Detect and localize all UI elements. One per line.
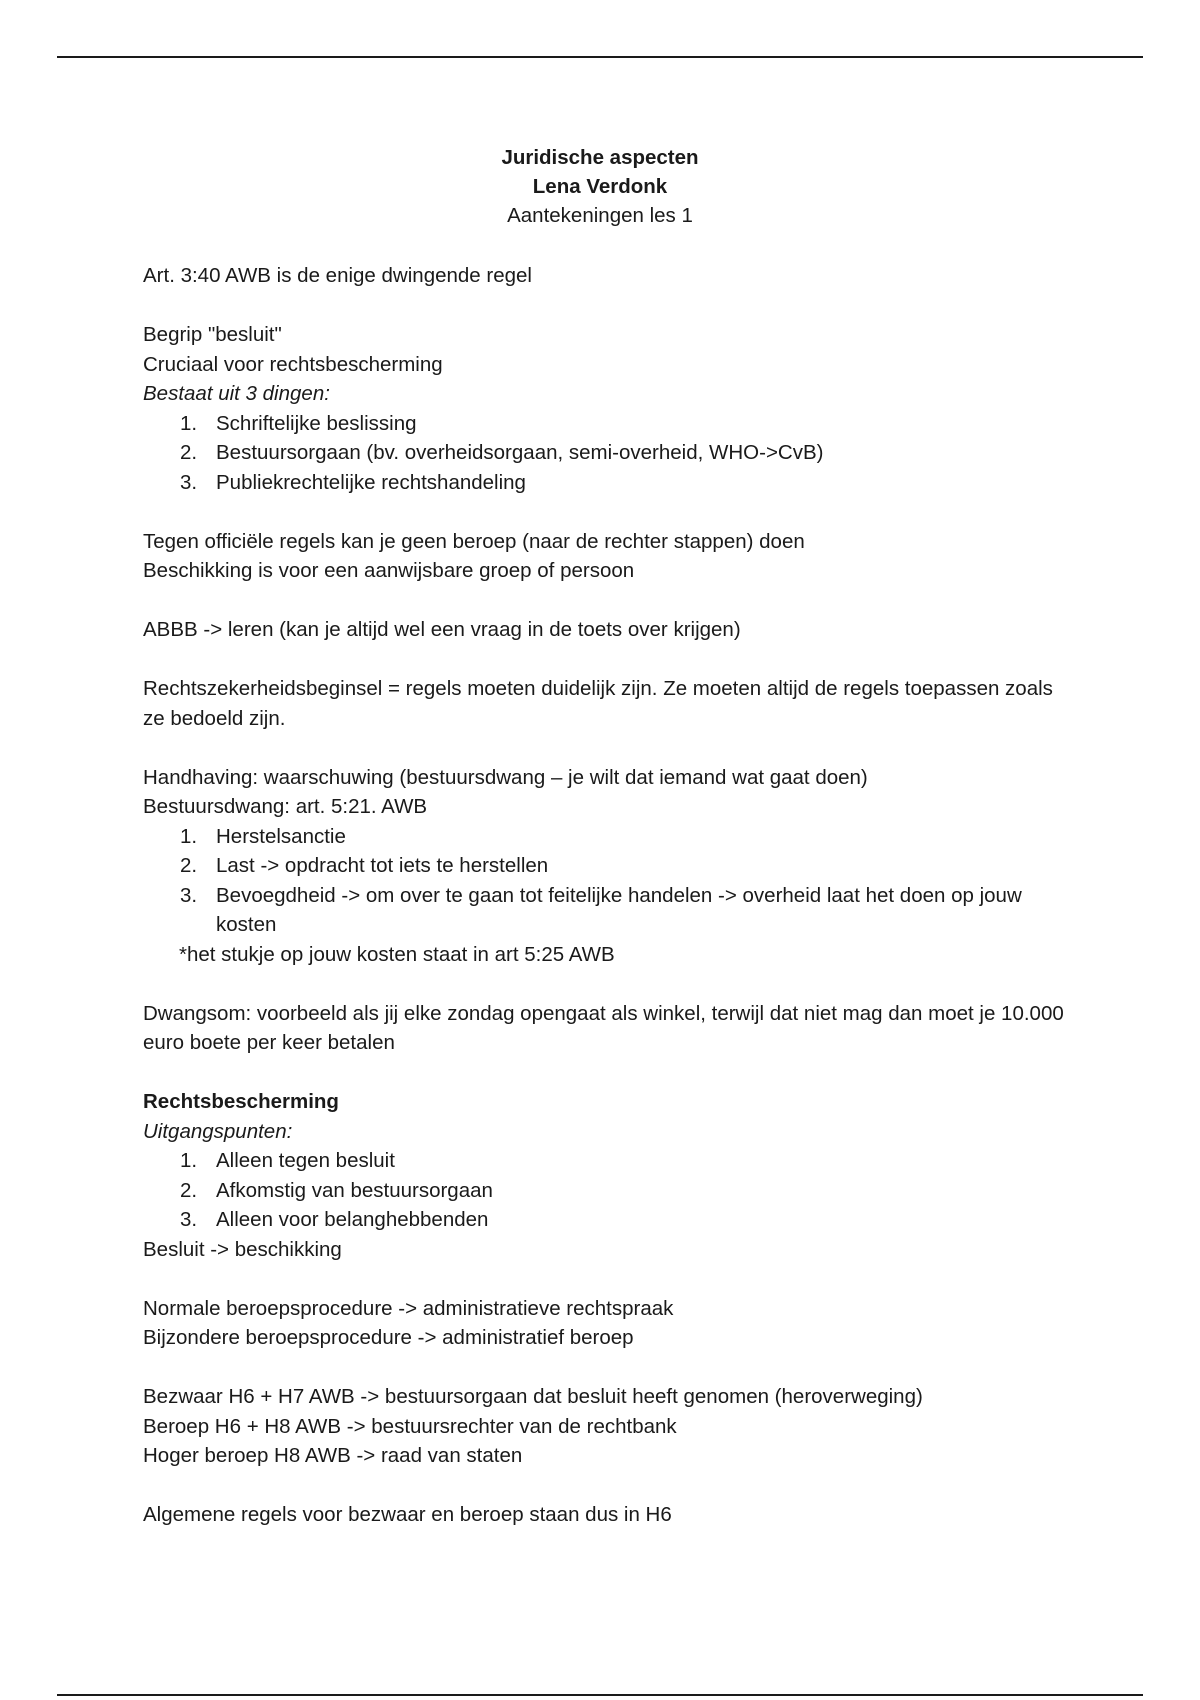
paragraph: Rechtszekerheidsbeginsel = regels moeten duidelijk zijn. Ze moeten altijd de regels toepassen zoals ze bedoeld zijn. [143,677,1053,730]
author-name: Lena Verdonk [532,175,668,198]
numbered-list-bestuursdwang [143,822,1073,940]
paragraph: Tegen officiële regels kan je geen beroep (naar de rechter stappen) doen [143,529,805,553]
document-body [143,261,1073,1530]
list-item: 3. Bevoegdheid -> om over te gaan tot feitelijke handelen -> overheid laat het doen op jouw kosten [180,883,1022,936]
document-subtitle: Aantekeningen les 1 [507,204,693,227]
paragraph: Besluit -> beschikking [143,1237,342,1261]
bottom-rule [57,1694,1143,1696]
paragraph: Cruciaal voor rechtsbescherming [143,352,443,376]
numbered-list-besluit [143,409,1073,498]
paragraph: Beroep H6 + H8 AWB -> bestuursrechter van de rechtbank [143,1414,677,1438]
paragraph: Dwangsom: voorbeeld als jij elke zondag opengaat als winkel, terwijl dat niet mag dan moet je 10.000 euro boete per keer betalen [143,1001,1064,1054]
footnote: *het stukje op jouw kosten staat in art 5:25 AWB [179,942,615,966]
document-title: Juridische aspecten [501,146,699,169]
section-heading: Rechtsbescherming [143,1090,339,1113]
paragraph: Algemene regels voor bezwaar en beroep staan dus in H6 [143,1503,672,1526]
top-rule [57,56,1143,58]
list-item: 1. Alleen tegen besluit [180,1149,395,1172]
numbered-list-uitgangspunten [143,1146,1073,1235]
paragraph: Handhaving: waarschuwing (bestuursdwang – je wilt dat iemand wat gaat doen) [143,765,868,789]
paragraph: Bijzondere beroepsprocedure -> administratief beroep [143,1326,634,1349]
list-item: 2. Last -> opdracht tot iets te herstellen [180,854,549,877]
paragraph: ABBB -> leren (kan je altijd wel een vraag in de toets over krijgen) [143,618,741,641]
paragraph: Bestuursdwang: art. 5:21. AWB [143,795,428,818]
paragraph: Beschikking is voor een aanwijsbare groep of persoon [143,559,635,582]
paragraph: Hoger beroep H8 AWB -> raad van staten [143,1444,523,1467]
list-item: 2. Afkomstig van bestuursorgaan [180,1178,493,1202]
paragraph: Art. 3:40 AWB is de enige dwingende regel [143,264,532,287]
document-header [0,143,1200,230]
paragraph: Normale beroepsprocedure -> administratieve rechtspraak [143,1296,674,1320]
paragraph: Bestaat uit 3 dingen: [143,382,330,405]
list-item: 1. Schriftelijke beslissing [180,411,417,435]
paragraph: Uitgangspunten: [143,1119,293,1143]
list-item: 2. Bestuursorgaan (bv. overheidsorgaan, semi-overheid, WHO->CvB) [180,441,824,464]
list-item: 3. Alleen voor belanghebbenden [180,1208,489,1231]
paragraph: Begrip "besluit" [143,323,282,346]
list-item: 3. Publiekrechtelijke rechtshandeling [180,470,526,494]
list-item: 1. Herstelsanctie [180,824,346,848]
paragraph: Bezwaar H6 + H7 AWB -> bestuursorgaan dat besluit heeft genomen (heroverweging) [143,1385,923,1408]
